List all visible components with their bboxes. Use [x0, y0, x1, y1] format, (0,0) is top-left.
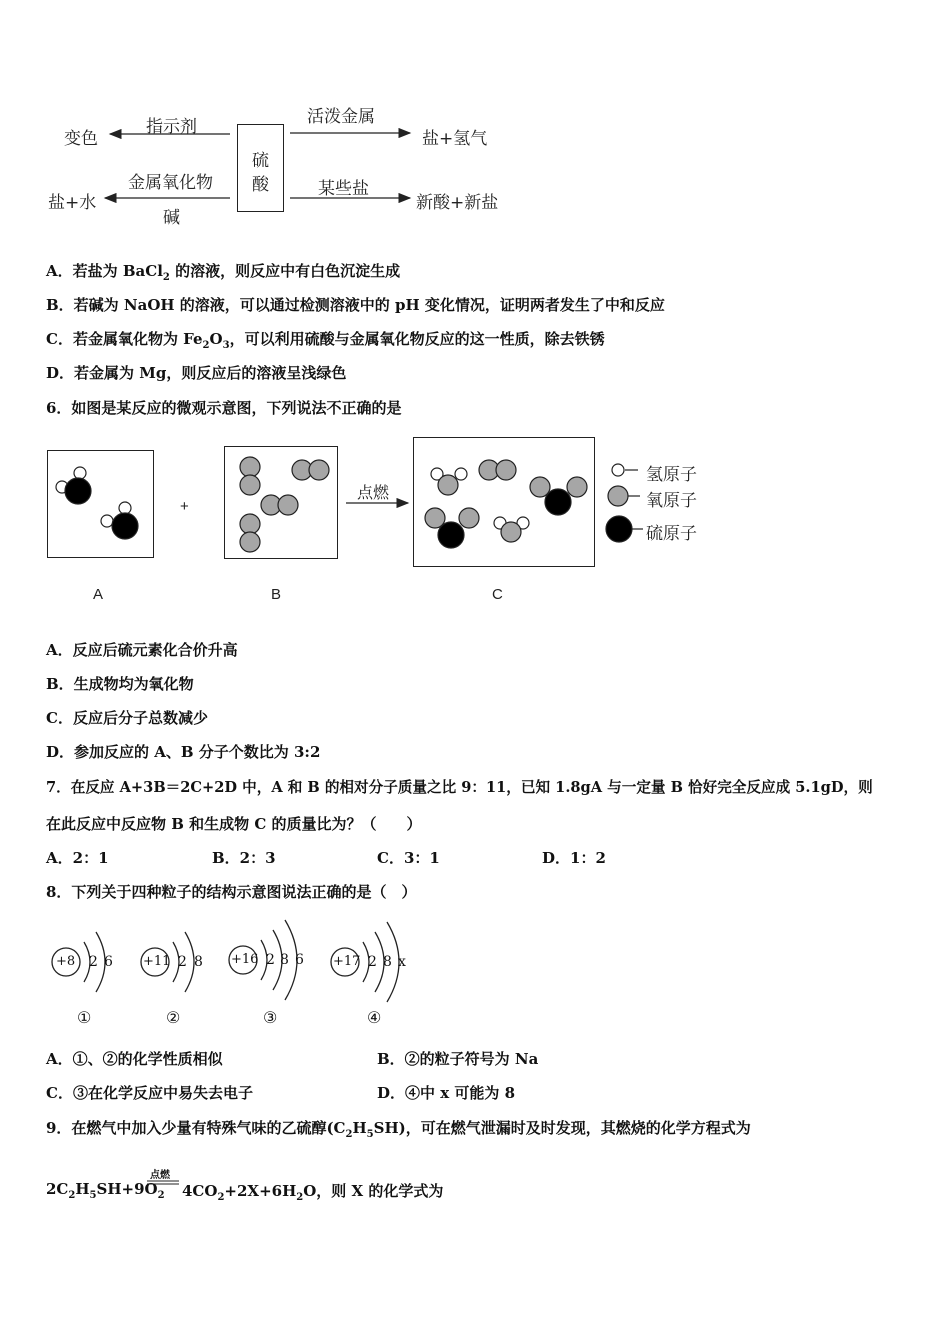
atom2-electron: 2 — [178, 954, 187, 970]
q8-option-b: B．②的粒子符号为 Na — [377, 1050, 539, 1068]
q7-stem-line2: 在此反应中反应物 B 和生成物 C 的质量比为？（ ） — [46, 815, 422, 833]
atom4-nucleus: +17 — [333, 954, 361, 969]
box-label-c: C — [492, 586, 503, 603]
q7-option-a: A．2：1 — [46, 849, 109, 867]
atom3-nucleus: +16 — [231, 952, 259, 967]
center-label-1: 硫 — [252, 151, 269, 171]
atom1-electron: 6 — [104, 954, 113, 970]
atom1-label: ① — [77, 1008, 92, 1027]
q8-option-c: C．③在化学反应中易失去电子 — [46, 1084, 253, 1102]
q8-option-a: A．①、②的化学性质相似 — [46, 1050, 223, 1068]
q5-option-b: B．若碱为 NaOH 的溶液，可以通过检测溶液中的 pH 变化情况，证明两者发生了中和反应 — [46, 296, 665, 314]
bottom-right-result: 新酸+新盐 — [416, 193, 499, 213]
top-left-arrow-label: 指示剂 — [146, 117, 197, 137]
q6-option-c: C．反应后分子总数减少 — [46, 709, 208, 727]
atom4-electron: 8 — [383, 954, 392, 970]
atom3-electron: 2 — [266, 952, 275, 968]
arrow-label-ignite: 点燃 — [357, 483, 390, 502]
atom2-label: ② — [166, 1008, 181, 1027]
reaction-condition: 点燃 — [150, 1170, 170, 1181]
q9-equation-left: $2C_2H_5SH+9O_2$ — [46, 1180, 165, 1201]
atom1-nucleus: +8 — [56, 954, 76, 969]
q5-option-c: C．若金属氧化物为 $Fe_2O_3$，可以利用硫酸与金属氧化物反应的这一性质，除去铁锈 — [46, 330, 605, 351]
q7-option-c: C．3：1 — [377, 849, 440, 867]
q5-option-a: A．若盐为 BaCl$_2$ 的溶液，则反应中有白色沉淀生成 — [46, 262, 401, 283]
box-label-b: B — [271, 586, 282, 603]
legend-sulfur-label: 硫原子 — [646, 524, 697, 544]
atom4-label: ④ — [367, 1008, 382, 1027]
atom2-electron: 8 — [194, 954, 203, 970]
q6-option-a: A．反应后硫元素化合价升高 — [46, 641, 238, 659]
q6-option-b: B．生成物均为氧化物 — [46, 675, 194, 693]
bottom-left-arrow-label-top: 金属氧化物 — [128, 173, 213, 193]
top-right-arrow-label: 活泼金属 — [307, 107, 375, 127]
atom2-nucleus: +11 — [143, 954, 171, 969]
atom3-label: ③ — [263, 1008, 278, 1027]
q5-option-d: D．若金属为 Mg，则反应后的溶液呈浅绿色 — [46, 364, 347, 382]
atom4-electron: 2 — [368, 954, 377, 970]
bottom-right-arrow-label: 某些盐 — [318, 179, 369, 199]
q8-option-d: D．④中 x 可能为 8 — [377, 1084, 516, 1102]
plus-sign: + — [180, 498, 189, 515]
bottom-left-result: 盐+水 — [48, 193, 97, 213]
atom3-electron: 8 — [280, 952, 289, 968]
q7-option-b: B．2：3 — [212, 849, 276, 867]
box-label-a: A — [93, 586, 104, 603]
q7-stem-line1: 7．在反应 A+3B＝2C+2D 中，A 和 B 的相对分子质量之比 9：11，已知 1.8gA 与一定量 B 恰好完全反应成 5.1gD，则 — [46, 779, 873, 796]
bottom-left-arrow-label-bottom: 碱 — [163, 208, 180, 228]
legend-hydrogen-label: 氢原子 — [646, 465, 697, 485]
atom1-electron: 2 — [89, 954, 98, 970]
atom4-electron: x — [398, 954, 406, 970]
top-left-result: 变色 — [64, 129, 98, 149]
q6-option-d: D．参加反应的 A、B 分子个数比为 3:2 — [46, 743, 321, 761]
legend-oxygen-label: 氧原子 — [646, 491, 697, 511]
q6-stem: 6．如图是某反应的微观示意图，下列说法不正确的是 — [46, 399, 402, 417]
center-label-2: 酸 — [252, 175, 269, 195]
q8-stem: 8．下列关于四种粒子的结构示意图说法正确的是（ ） — [46, 883, 417, 901]
q9-equation-right: $4CO_2+2X+6H_2O$，则 X 的化学式为 — [182, 1182, 444, 1203]
q9-stem: 9．在燃气中加入少量有特殊气味的乙硫醇$(C_2H_5SH)$，可在燃气泄漏时及时发现，其燃烧的化学方程式为 — [46, 1119, 751, 1140]
top-right-result: 盐+氢气 — [422, 129, 488, 149]
atom3-electron: 6 — [295, 952, 304, 968]
q7-option-d: D．1：2 — [542, 849, 606, 867]
